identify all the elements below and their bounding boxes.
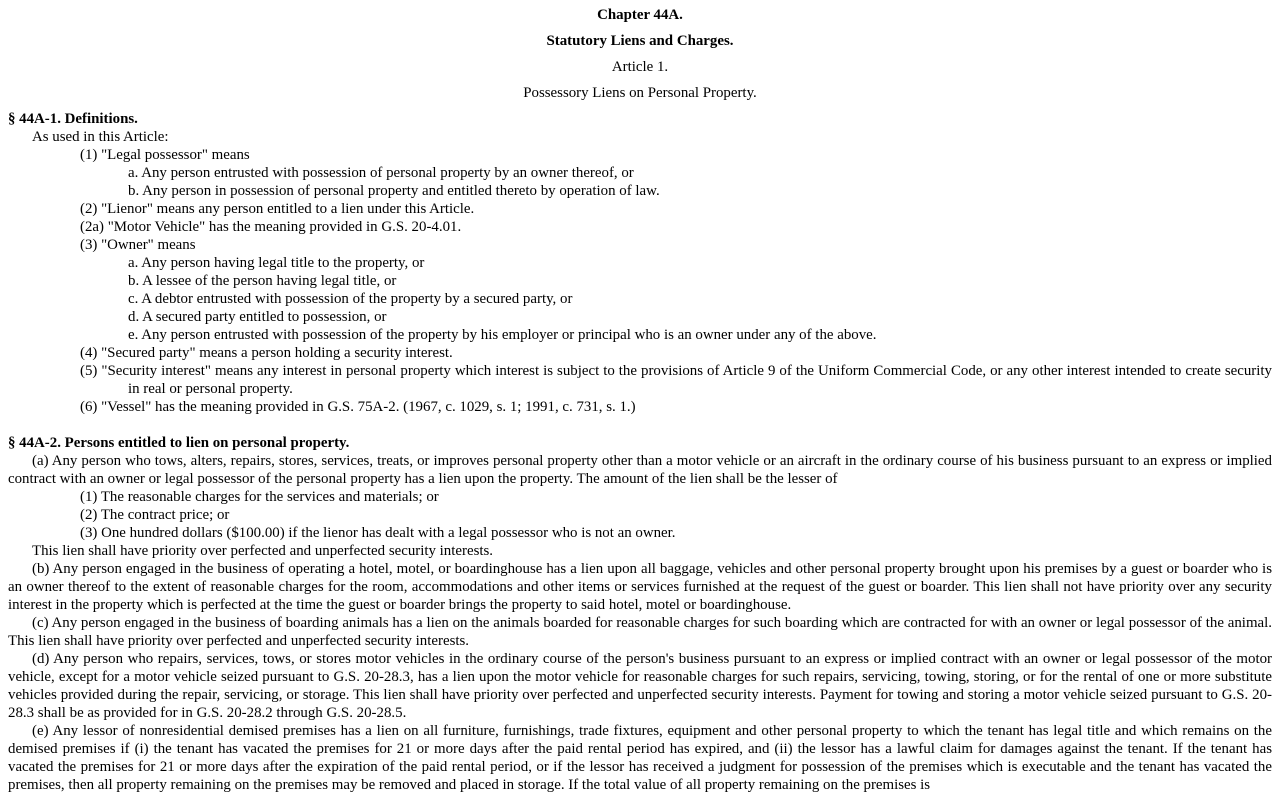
section-spacer <box>8 416 1272 434</box>
section-44a-2 <box>8 434 1272 794</box>
list-item: (2) The contract price; or <box>80 507 230 523</box>
list-item: (1) The reasonable charges for the services and materials; or <box>80 489 439 505</box>
definition-item: (2a) "Motor Vehicle" has the meaning provided in G.S. 20-4.01. <box>80 219 462 235</box>
subsection-a: (a) Any person who tows, alters, repairs, stores, services, treats, or improves personal property other than a motor vehicle or an aircraft in the ordinary course of his business pursuant to an express or implied contract with an owner or legal possessor of the personal property has a lien upon the property. The amount of the lien shall be the lesser of <box>8 453 1272 487</box>
definition-subitem: a. Any person entrusted with possession of personal property by an owner thereof, or <box>128 165 634 181</box>
article-heading: Article 1. <box>611 59 669 75</box>
subsection-d: (d) Any person who repairs, services, tows, or stores motor vehicles in the ordinary course of the person's business pursuant to an express or implied contract with an owner or legal possessor of the motor vehicle, except for a motor vehicle seized pursuant to G.S. 20-28.3, has a lien upon the motor vehicle for reasonable charges for such repairs, servicing, towing, storing, or for the rental of one or more substitute vehicles provided during the repair, servicing, or storage. This lien shall have priority over perfected and unperfected security interests. Payment for towing and storing a motor vehicle seized pursuant to G.S. 20-28.3 shall be as provided for in G.S. 20-28.2 through G.S. 20-28.5. <box>8 651 1272 721</box>
definition-item: (2) "Lienor" means any person entitled to a lien under this Article. <box>80 201 475 217</box>
subsection-a-tail: This lien shall have priority over perfected and unperfected security interests. <box>32 543 494 559</box>
section-title: § 44A-2. Persons entitled to lien on personal property. <box>8 435 350 451</box>
definition-subitem: e. Any person entrusted with possession of the property by his employer or principal who is an owner under any of the above. <box>128 327 877 343</box>
definition-item: (5) "Security interest" means any interest in personal property which interest is subject to the provisions of Article 9 of the Uniform Commercial Code, or any other interest intended to create security in real or personal property. <box>80 363 1272 397</box>
chapter-heading: Chapter 44A. <box>597 7 683 23</box>
definition-subitem: c. A debtor entrusted with possession of the property by a secured party, or <box>128 291 573 307</box>
definition-subitem: d. A secured party entitled to possession, or <box>128 309 387 325</box>
definition-item: (6) "Vessel" has the meaning provided in G.S. 75A-2. (1967, c. 1029, s. 1; 1991, c. 731, s. 1.) <box>80 399 636 415</box>
list-item: (3) One hundred dollars ($100.00) if the lienor has dealt with a legal possessor who is not an owner. <box>80 525 676 541</box>
subsection-c: (c) Any person engaged in the business of boarding animals has a lien on the animals boarded for reasonable charges for such boarding which are contracted for with an owner or legal possessor of the animal. This lien shall have priority over perfected and unperfected security interests. <box>8 615 1272 649</box>
definition-subitem: b. A lessee of the person having legal title, or <box>128 273 397 289</box>
subsection-b: (b) Any person engaged in the business of operating a hotel, motel, or boardinghouse has a lien upon all baggage, vehicles and other personal property brought upon his premises by a guest or boarder who is an owner thereof to the extent of reasonable charges for the room, accommodations and other items or services furnished at the request of the guest or boarder. This lien shall not have priority over any security interest in the property which is perfected at the time the guest or boarder brings the property to said hotel, motel or boardinghouse. <box>8 561 1272 613</box>
definition-item: (4) "Secured party" means a person holding a security interest. <box>80 345 453 361</box>
definition-subitem: a. Any person having legal title to the property, or <box>128 255 425 271</box>
definition-subitem: b. Any person in possession of personal property and entitled thereto by operation of law. <box>128 183 660 199</box>
definition-item: (3) "Owner" means <box>80 237 196 253</box>
definition-item: (1) "Legal possessor" means <box>80 147 250 163</box>
subsection-e: (e) Any lessor of nonresidential demised premises has a lien on all furniture, furnishings, trade fixtures, equipment and other personal property to which the tenant has legal title and which remains on the demised premises if (i) the tenant has vacated the premises for 21 or more days after the paid rental period has expired, and (ii) the lessor has a lawful claim for damages against the tenant. If the tenant has vacated the premises for 21 or more days after the expiration of the paid rental period, or if the lessor has received a judgment for possession of the premises which is executable and the tenant has vacated the premises, then all property remaining on the premises may be removed and placed in storage. If the total value of all property remaining on the premises is <box>8 723 1272 793</box>
chapter-title: Statutory Liens and Charges. <box>546 33 734 49</box>
article-title: Possessory Liens on Personal Property. <box>523 85 757 101</box>
section-title: § 44A-1. Definitions. <box>8 111 138 127</box>
section-intro: As used in this Article: <box>32 129 169 145</box>
section-44a-1 <box>8 110 1272 416</box>
